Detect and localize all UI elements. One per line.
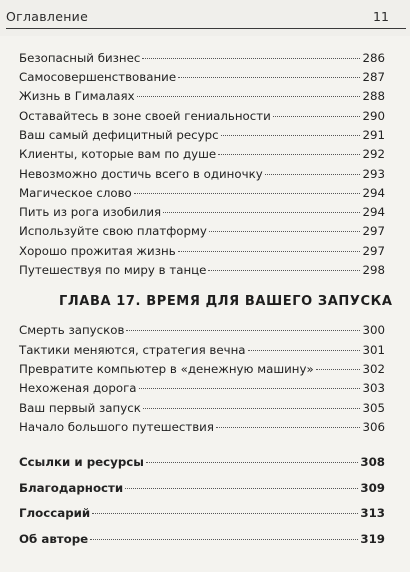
toc-entry-title: Оставайтесь в зоне своей гениальности [19, 109, 271, 123]
toc-entry-page: 297 [362, 244, 385, 258]
toc-entry-page: 286 [362, 51, 385, 65]
dot-leader [178, 76, 360, 78]
toc-entry[interactable] [19, 320, 385, 340]
toc-entry-page: 319 [360, 532, 385, 546]
toc-entry[interactable] [19, 67, 385, 87]
toc-entry-page: 306 [362, 420, 385, 434]
toc-entry-title: Жизнь в Гималаях [19, 89, 135, 103]
toc-entry-title: Невозможно достичь всего в одиночку [19, 167, 263, 181]
toc-entry-page: 300 [362, 323, 385, 337]
toc-entry[interactable] [19, 48, 385, 68]
toc-entry-title: Хорошо прожитая жизнь [19, 244, 176, 258]
toc-entry-page: 303 [362, 381, 385, 395]
toc-entry[interactable] [19, 106, 385, 126]
toc-entry-page: 308 [360, 455, 385, 469]
dot-leader [163, 211, 360, 213]
dot-leader [143, 407, 361, 409]
toc-entry[interactable] [19, 241, 385, 261]
toc-entry-page: 294 [362, 186, 385, 200]
dot-leader [146, 461, 358, 463]
toc-entry-page: 313 [360, 506, 385, 520]
toc-entry-page: 294 [362, 205, 385, 219]
toc-entry-title: Благодарности [19, 481, 124, 495]
dot-leader [248, 349, 361, 351]
header-rule [6, 28, 406, 29]
toc-entry[interactable] [19, 398, 385, 418]
toc-entry-title: Ссылки и ресурсы [19, 455, 144, 469]
toc-entry-title: Тактики меняются, стратегия вечна [19, 343, 246, 357]
toc-entry[interactable] [19, 125, 385, 145]
toc-entry[interactable] [19, 221, 385, 241]
toc-entry[interactable] [19, 340, 385, 360]
toc-entry-page: 301 [362, 343, 385, 357]
toc-entry-page: 298 [362, 263, 385, 277]
toc-entry[interactable] [19, 183, 385, 203]
toc-entry-title: Безопасный бизнес [19, 51, 141, 65]
dot-leader [90, 538, 358, 540]
toc-entry-page: 302 [362, 362, 385, 376]
dot-leader [265, 173, 361, 175]
toc-entry-title: Путешествуя по миру в танце [19, 263, 207, 277]
dot-leader [178, 250, 361, 252]
toc-entry[interactable] [19, 144, 385, 164]
dot-leader [209, 230, 361, 232]
chapter-heading[interactable]: ГЛАВА 17. ВРЕМЯ ДЛЯ ВАШЕГО ЗАПУСКА [59, 294, 393, 309]
dot-leader [134, 192, 361, 194]
toc-entry-page: 290 [362, 109, 385, 123]
toc-entry-page: 292 [362, 147, 385, 161]
toc-entry-page: 288 [362, 89, 385, 103]
toc-entry-page: 287 [362, 70, 385, 84]
toc-entry[interactable] [19, 260, 385, 280]
dot-leader [125, 487, 358, 489]
page-number: 11 [373, 9, 389, 24]
toc-entry-title: Глоссарий [19, 506, 91, 520]
toc-entry-page: 309 [360, 481, 385, 495]
toc-entry[interactable] [19, 417, 385, 437]
dot-leader [126, 329, 360, 331]
toc-entry[interactable] [19, 202, 385, 222]
dot-leader [208, 269, 360, 271]
running-head-title: Оглавление [6, 9, 89, 24]
toc-entry-title: Самосовершенствование [19, 70, 177, 84]
toc-entry-title: Пить из рога изобилия [19, 205, 162, 219]
dot-leader [137, 95, 361, 97]
toc-entry-page: 291 [362, 128, 385, 142]
dot-leader [216, 426, 361, 428]
toc-entry-title: Используйте свою платформу [19, 224, 207, 238]
toc-entry[interactable] [19, 86, 385, 106]
dot-leader [92, 512, 358, 514]
dot-leader [316, 368, 361, 370]
toc-entry[interactable] [19, 503, 385, 523]
dot-leader [142, 57, 360, 59]
dot-leader [139, 387, 361, 389]
toc-entry-title: Начало большого путешествия [19, 420, 214, 434]
toc-entry[interactable] [19, 529, 385, 549]
toc-entry-page: 297 [362, 224, 385, 238]
toc-entry-title: Магическое слово [19, 186, 132, 200]
toc-entry-title: Клиенты, которые вам по душе [19, 147, 217, 161]
toc-entry-title: Ваш самый дефицитный ресурс [19, 128, 219, 142]
toc-entry-title: Об авторе [19, 532, 89, 546]
toc-entry[interactable] [19, 359, 385, 379]
dot-leader [221, 134, 361, 136]
toc-entry[interactable] [19, 478, 385, 498]
toc-entry-title: Смерть запусков [19, 323, 125, 337]
toc-entry-page: 305 [362, 401, 385, 415]
dot-leader [218, 153, 360, 155]
dot-leader [273, 115, 361, 117]
running-head [0, 0, 410, 36]
toc-entry[interactable] [19, 164, 385, 184]
toc-entry-page: 293 [362, 167, 385, 181]
toc-entry-title: Нехоженая дорога [19, 381, 137, 395]
toc-entry-title: Превратите компьютер в «денежную машину» [19, 362, 314, 376]
toc-entry-title: Ваш первый запуск [19, 401, 141, 415]
toc-entry[interactable] [19, 452, 385, 472]
toc-entry[interactable] [19, 378, 385, 398]
